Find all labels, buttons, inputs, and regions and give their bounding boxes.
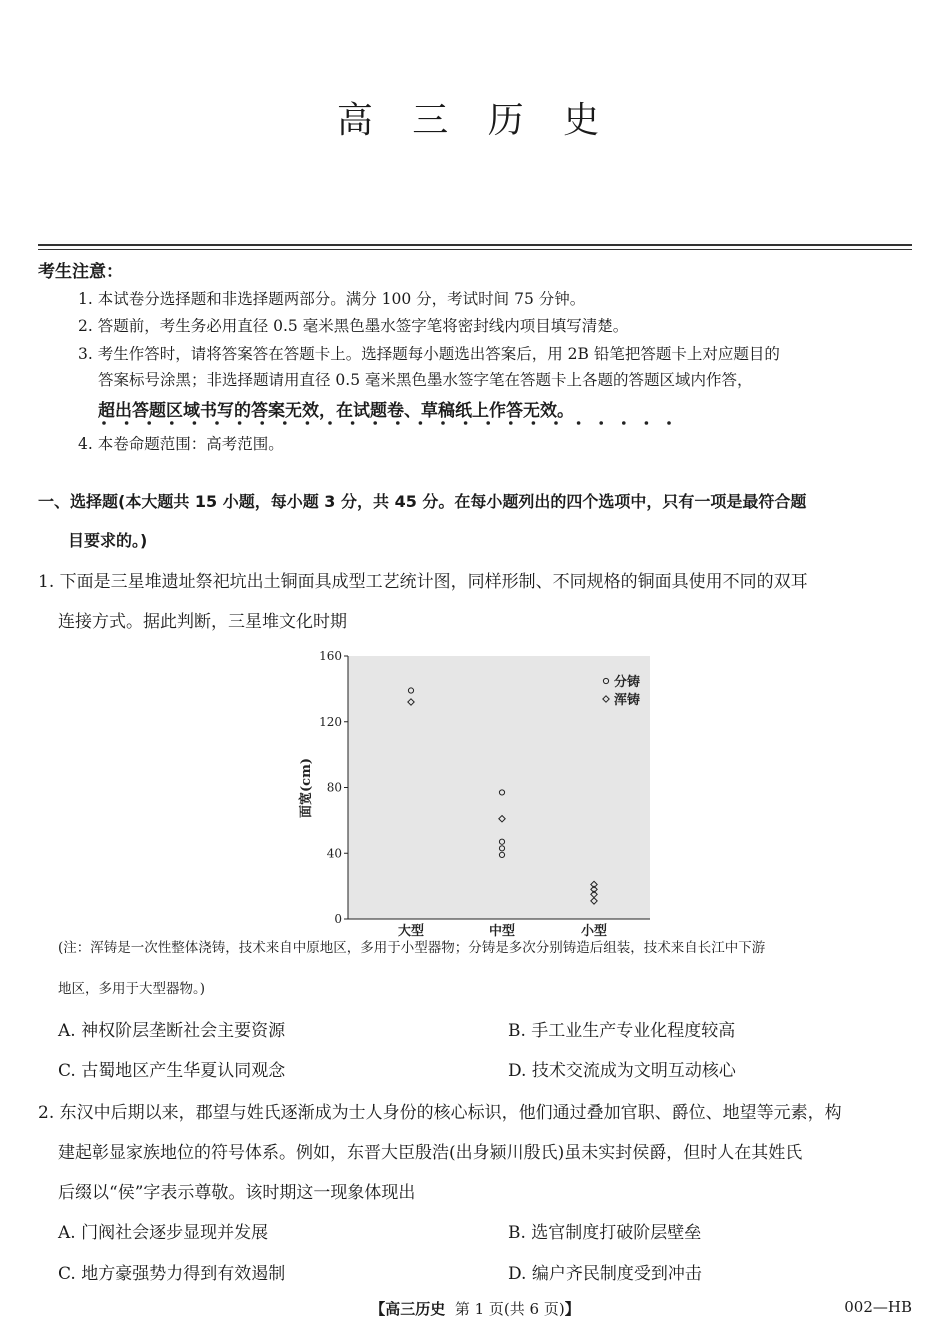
emphasis-dot — [554, 421, 558, 425]
notice-emphasis: 超出答题区域书写的答案无效，在试题卷、草稿纸上作答无效。 — [98, 401, 574, 421]
option-d: D. 技术交流成为文明互动核心 — [508, 1061, 736, 1081]
emphasis-dot — [577, 421, 581, 425]
question-2-text-cont: 后缀以“侯”字表示尊敬。该时期这一现象体现出 — [58, 1183, 416, 1203]
emphasis-dot — [645, 421, 649, 425]
question-2-text: 2. 东汉中后期以来，郡望与姓氏逐渐成为士人身份的核心标识，他们通过叠加官职、爵位、地望等元素，构 — [38, 1103, 842, 1123]
option-c: C. 古蜀地区产生华夏认同观念 — [58, 1061, 286, 1081]
question-1-text: 1. 下面是三星堆遗址祭祀坑出土铜面具成型工艺统计图，同样形制、不同规格的铜面具使用不同的双耳 — [38, 572, 808, 592]
figure-note-cont: 地区，多用于大型器物。) — [58, 981, 206, 997]
emphasis-dot — [306, 421, 310, 425]
section-heading: 一、选择题(本大题共 15 小题，每小题 3 分，共 45 分。在每小题列出的四个选项中，只有一项是最符合题 — [38, 492, 807, 511]
notice-item: 1. 本试卷分选择题和非选择题两部分。满分 100 分，考试时间 75 分钟。 — [78, 290, 586, 308]
emphasis-dot — [351, 421, 355, 425]
emphasis-dot — [396, 421, 400, 425]
notice-item: 答案标号涂黑；非选择题请用直径 0.5 毫米黑色墨水签字笔在答题卡上各题的答题区域内作答， — [98, 371, 753, 389]
notice-item: 4. 本卷命题范围：高考范围。 — [78, 435, 284, 453]
emphasis-dot — [328, 421, 332, 425]
page-title: 高 三 历 史 — [336, 100, 614, 141]
legend-label: 浑铸 — [614, 693, 641, 708]
emphasis-dots — [100, 420, 690, 426]
header-rule-thick — [38, 244, 912, 246]
emphasis-dot — [373, 421, 377, 425]
plot-area — [348, 656, 650, 919]
option-b: B. 手工业生产专业化程度较高 — [508, 1021, 736, 1041]
legend-label: 分铸 — [614, 675, 641, 690]
y-tick-label: 40 — [326, 846, 342, 861]
emphasis-dot — [125, 421, 129, 425]
emphasis-dot — [509, 421, 513, 425]
question-1-text-cont: 连接方式。据此判断，三星堆文化时期 — [58, 612, 347, 632]
x-tick-label: 中型 — [488, 924, 516, 939]
section-heading-cont: 目要求的。) — [68, 531, 148, 550]
emphasis-dot — [486, 421, 490, 425]
emphasis-dot — [599, 421, 603, 425]
y-axis-label: 面宽(cm) — [299, 758, 314, 818]
option-a: A. 神权阶层垄断社会主要资源 — [58, 1021, 286, 1041]
emphasis-dot — [193, 421, 197, 425]
scatter-chart — [298, 648, 658, 939]
option-c: C. 地方豪强势力得到有效遏制 — [58, 1264, 286, 1284]
figure-note: (注：浑铸是一次性整体浇铸，技术来自中原地区，多用于小型器物；分铸是多次分别铸造后组装，技术来自长江中下游 — [58, 940, 766, 956]
option-a: A. 门阀社会逐步显现并发展 — [58, 1223, 269, 1243]
emphasis-dot — [170, 421, 174, 425]
emphasis-dot — [532, 421, 536, 425]
option-d: D. 编户齐民制度受到冲击 — [508, 1264, 702, 1284]
footer-bracket: 】 — [564, 1300, 580, 1318]
footer-bracket: 【 — [370, 1300, 386, 1318]
y-tick-label: 120 — [319, 714, 342, 729]
y-tick-label: 0 — [334, 912, 342, 926]
emphasis-dot — [419, 421, 423, 425]
notice-item: 2. 答题前，考生务必用直径 0.5 毫米黑色墨水签字笔将密封线内项目填写清楚。 — [78, 317, 629, 335]
notice-heading: 考生注意： — [38, 262, 123, 282]
header-rule-thin — [38, 249, 912, 250]
page-footer — [0, 1298, 950, 1319]
emphasis-dot — [622, 421, 626, 425]
footer-page: 第 1 页(共 6 页) — [454, 1300, 565, 1318]
footer-code: 002—HB — [844, 1298, 912, 1316]
emphasis-dot — [441, 421, 445, 425]
footer-subject: 高三历史 — [385, 1300, 446, 1318]
notice-item: 3. 考生作答时，请将答案答在答题卡上。选择题每小题选出答案后，用 2B 铅笔把答题卡上对应题目的 — [78, 345, 780, 363]
emphasis-dot — [238, 421, 242, 425]
y-tick-label: 160 — [319, 649, 342, 663]
emphasis-dot — [464, 421, 468, 425]
x-tick-label: 大型 — [397, 924, 425, 939]
emphasis-dot — [147, 421, 151, 425]
option-b: B. 选官制度打破阶层壁垒 — [508, 1223, 702, 1243]
y-tick-label: 80 — [326, 780, 342, 795]
question-2-text-cont: 建起彰显家族地位的符号体系。例如，东晋大臣殷浩(出身颍川殷氏)虽未实封侯爵，但时人在其姓氏 — [58, 1143, 803, 1163]
emphasis-dot — [215, 421, 219, 425]
emphasis-dot — [102, 421, 106, 425]
x-tick-label: 小型 — [580, 924, 608, 939]
emphasis-dot — [283, 421, 287, 425]
emphasis-dot — [667, 421, 671, 425]
emphasis-dot — [260, 421, 264, 425]
